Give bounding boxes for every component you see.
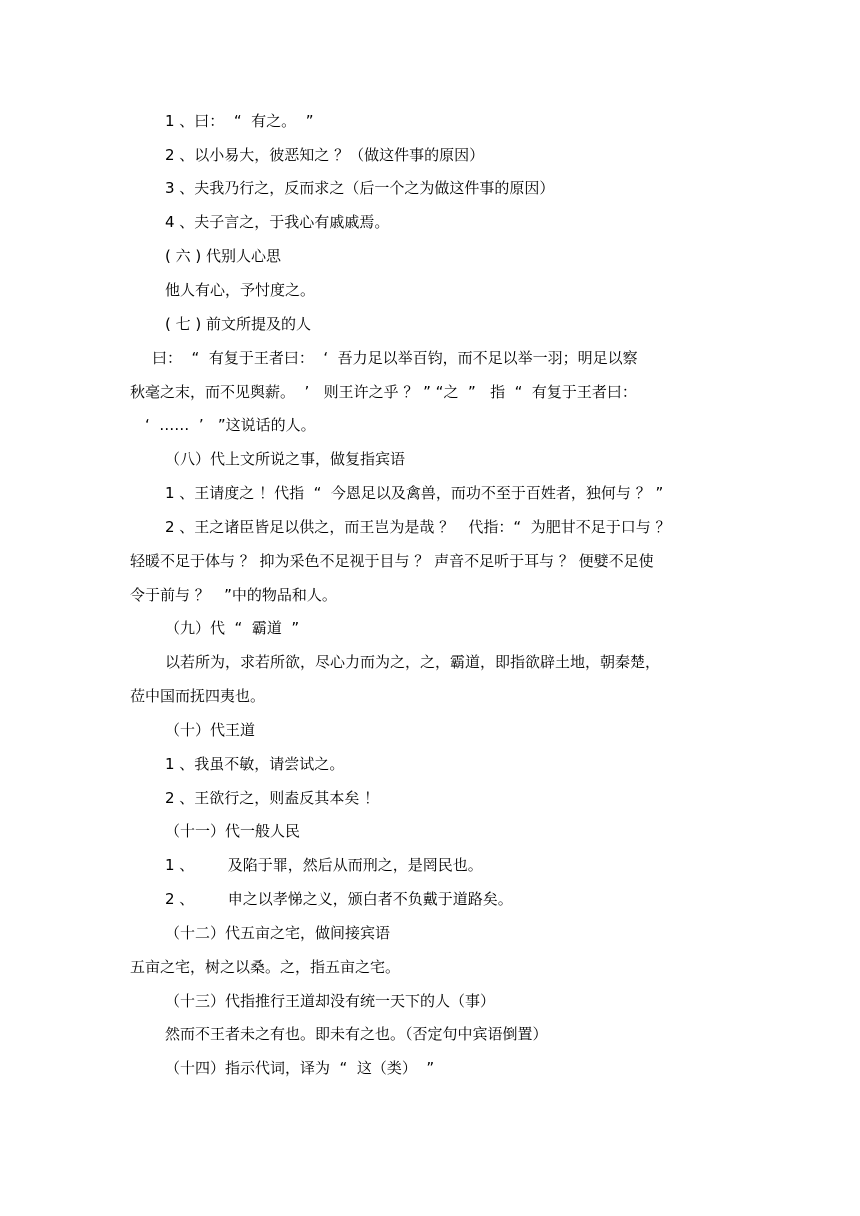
text-line: 令于前与 ？ ”中的物品和人。 — [130, 586, 337, 604]
text-line: 曰： “ 有复于王者曰： ‘ 吾力足以举百钧，而不足以举一羽；明足以察 — [152, 349, 638, 367]
text-line: 4 、夫子言之，于我心有戚戚焉。 — [165, 213, 390, 231]
text-line: 3 、夫我乃行之，反而求之（后一个之为做这件事的原因） — [165, 179, 555, 197]
section-heading: （十四）指示代词，译为 “ 这（类） ” — [165, 1059, 435, 1077]
section-heading: （十一）代一般人民 — [165, 822, 301, 840]
text-line: 然而不王者未之有也。即未有之也。（否定句中宾语倒置） — [165, 1025, 548, 1043]
section-heading: ( 七 ) 前文所提及的人 — [165, 315, 312, 333]
section-heading: （八）代上文所说之事，做复指宾语 — [165, 450, 406, 468]
text-line: 秋毫之末，而不见舆薪。 ’ 则王许之乎 ？ ” “之 ” 指 “ 有复于王者曰： — [130, 383, 637, 401]
section-heading: （九）代 “ 霸道 ” — [165, 619, 300, 637]
section-heading: （十二）代五亩之宅，做间接宾语 — [165, 924, 391, 942]
text-line: 1 、 及陷于罪，然后从而刑之，是罔民也。 — [165, 856, 483, 874]
text-line: 2 、 申之以孝悌之义，颁白者不负戴于道路矣。 — [165, 890, 513, 908]
text-line: 1 、王请度之 ！代指 “ 今恩足以及禽兽，而功不至于百姓者，独何与 ？ ” — [165, 484, 664, 502]
text-line: 1 、曰： “ 有之。 ” — [165, 112, 314, 130]
section-heading: （十）代王道 — [165, 721, 256, 739]
text-line: 2 、王之诸臣皆足以供之，而王岂为是哉 ？ 代指：“ 为肥甘不足于口与 ？ — [165, 518, 671, 536]
text-line: 1 、我虽不敏，请尝试之。 — [165, 755, 345, 773]
section-heading: （十三）代指推行王道却没有统一天下的人（事） — [165, 992, 496, 1010]
text-line: 2 、王欲行之，则盍反其本矣 ！ — [165, 789, 380, 807]
text-line: 轻暖不足于体与 ？ 抑为采色不足视于目与 ？ 声音不足听于耳与 ？ 便嬖不足使 — [130, 552, 654, 570]
section-heading: ( 六 ) 代别人心思 — [165, 247, 282, 265]
text-line: 以若所为，求若所欲，尽心力而为之，之，霸道，即指欲辟土地，朝秦楚， — [165, 653, 661, 671]
text-line: ‘ …… ’ ”这说话的人。 — [145, 416, 316, 434]
text-line: 五亩之宅，树之以桑。之，指五亩之宅。 — [130, 958, 401, 976]
text-line: 莅中国而抚四夷也。 — [130, 687, 266, 705]
text-line: 2 、以小易大，彼恶知之 ？（做这件事的原因） — [165, 146, 485, 164]
text-line: 他人有心，予忖度之。 — [165, 281, 316, 299]
